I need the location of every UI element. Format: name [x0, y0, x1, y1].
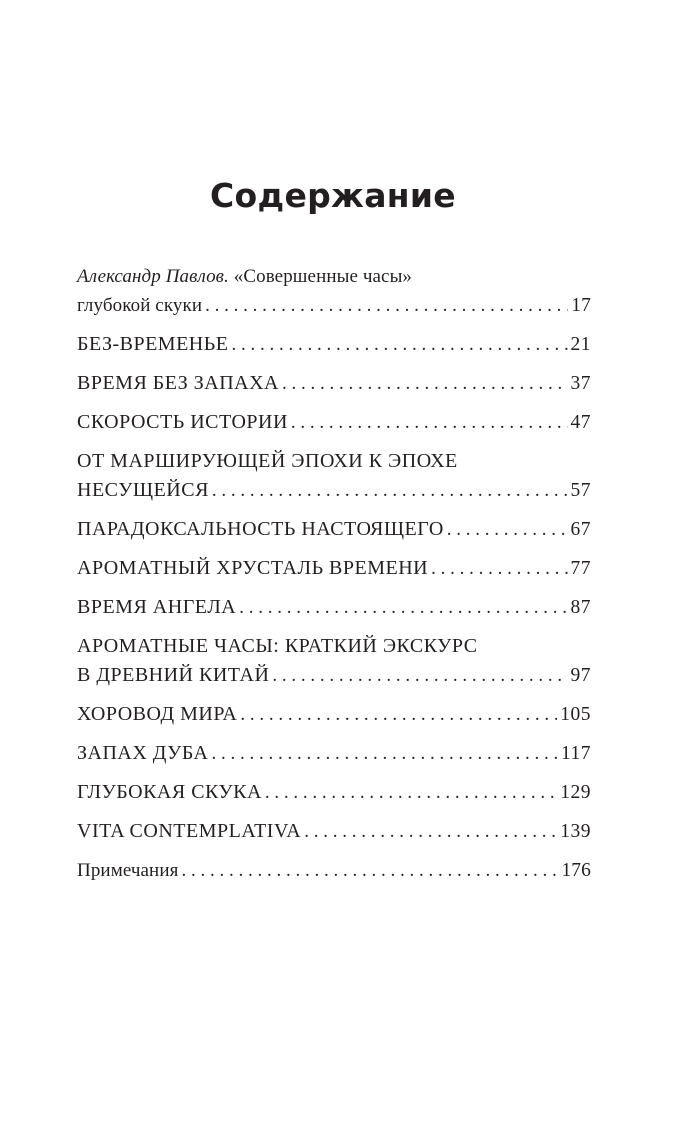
- page-number: 97: [570, 665, 591, 686]
- toc-entry-title-text: ЗАПАХ ДУБА: [77, 742, 209, 764]
- toc-entry-title-text: ПАРАДОКСАЛЬНОСТЬ НАСТОЯЩЕГО: [77, 518, 444, 540]
- toc-entry[interactable]: [77, 447, 591, 505]
- toc-entry-title: [77, 554, 428, 583]
- toc-entry-line: [77, 515, 591, 544]
- page-title: Содержание: [210, 176, 456, 215]
- page-number: 176: [561, 860, 591, 881]
- toc-entry-title: [77, 447, 458, 476]
- dot-leader: [265, 778, 557, 807]
- toc-entry[interactable]: [77, 856, 591, 885]
- toc-entry-title: [77, 369, 279, 398]
- toc-entry-author: Александр Павлов.: [77, 266, 229, 287]
- page-number: 77: [570, 558, 591, 579]
- dot-leader: [239, 593, 567, 622]
- toc-entry-line: [77, 632, 591, 661]
- page-number: 87: [570, 597, 591, 618]
- toc-entry[interactable]: [77, 778, 591, 807]
- toc-entry-title: [77, 330, 228, 359]
- page-number: 67: [570, 519, 591, 540]
- dot-leader: [231, 330, 567, 359]
- toc-entry-line: [77, 778, 591, 807]
- toc-entry-title-text: ХОРОВОД МИРА: [77, 703, 238, 725]
- dot-leader: [272, 661, 567, 690]
- toc-entry[interactable]: [77, 330, 591, 359]
- toc-entry-line: [77, 447, 591, 476]
- toc-entry[interactable]: [77, 369, 591, 398]
- page-number: 57: [570, 480, 591, 501]
- toc-entry-line: [77, 262, 591, 291]
- toc-entry-title-text: ВРЕМЯ БЕЗ ЗАПАХА: [77, 372, 280, 394]
- toc-entry-title-text: АРОМАТНЫЙ ХРУСТАЛЬ ВРЕМЕНИ: [77, 557, 429, 579]
- dot-leader: [181, 856, 558, 885]
- toc-entry-title: [77, 700, 237, 729]
- page-number: 105: [560, 704, 591, 725]
- dot-leader: [212, 476, 568, 505]
- toc-entry-line: [77, 817, 591, 846]
- page-number: 117: [560, 743, 591, 764]
- toc-entry[interactable]: [77, 554, 591, 583]
- toc-entry-title-continued: В ДРЕВНИЙ КИТАЙ: [77, 664, 270, 686]
- toc-entry-line: [77, 700, 591, 729]
- toc-entry[interactable]: [77, 817, 591, 846]
- toc-entry-line: [77, 291, 591, 320]
- toc-entry-line: [77, 739, 591, 768]
- toc-entry-title-continued: глубокой скуки: [77, 295, 203, 316]
- dot-leader: [291, 408, 568, 437]
- toc-entry[interactable]: [77, 700, 591, 729]
- toc-entry-title-text: БЕЗ-ВРЕМЕНЬЕ: [77, 333, 229, 355]
- toc-entry[interactable]: [77, 262, 591, 320]
- toc-entry-line: [77, 369, 591, 398]
- dot-leader: [240, 700, 557, 729]
- toc-entry-title-text: Примечания: [77, 860, 179, 881]
- toc-entry[interactable]: [77, 593, 591, 622]
- dot-leader: [205, 291, 568, 320]
- toc-entry-title: [77, 515, 444, 544]
- toc-entry-title: [77, 856, 178, 885]
- toc-entry-title-text: ОТ МАРШИРУЮЩЕЙ ЭПОХИ К ЭПОХЕ: [77, 450, 458, 472]
- toc-entry-title: [77, 593, 236, 622]
- toc-entry-title: [77, 778, 262, 807]
- toc-entry-title-text: ГЛУБОКАЯ СКУКА: [77, 781, 262, 803]
- page-number: 17: [571, 295, 591, 316]
- toc-entry-title: [77, 817, 301, 846]
- toc-entry-title: [77, 739, 209, 768]
- toc-entry-title-text: VITA CONTEMPLATIVA: [77, 820, 302, 842]
- toc-entry[interactable]: [77, 515, 591, 544]
- dot-leader: [431, 554, 567, 583]
- toc-entry-title: [77, 262, 412, 291]
- toc-entry-title-text: ВРЕМЯ АНГЕЛА: [77, 596, 237, 618]
- toc-entry-line: [77, 856, 591, 885]
- toc-entry-line: [77, 661, 591, 690]
- page-number: 47: [570, 412, 591, 433]
- toc-entry-line: [77, 554, 591, 583]
- page-number: 37: [570, 373, 591, 394]
- page-number: 21: [570, 334, 591, 355]
- toc-entry-title: [77, 632, 478, 661]
- toc-entry-line: [77, 330, 591, 359]
- dot-leader: [212, 739, 558, 768]
- toc-entry-title: [77, 408, 288, 437]
- toc-entry-title-text: АРОМАТНЫЕ ЧАСЫ: КРАТКИЙ ЭКСКУРС: [77, 635, 478, 657]
- table-of-contents: [77, 262, 591, 895]
- toc-entry-title-text: СКОРОСТЬ ИСТОРИИ: [77, 411, 288, 433]
- toc-entry[interactable]: [77, 408, 591, 437]
- toc-entry[interactable]: [77, 632, 591, 690]
- toc-entry-title-continued: НЕСУЩЕЙСЯ: [77, 479, 209, 501]
- toc-entry[interactable]: [77, 739, 591, 768]
- toc-entry-line: [77, 593, 591, 622]
- toc-entry-line: [77, 408, 591, 437]
- dot-leader: [447, 515, 568, 544]
- toc-entry-title-text: «Совершенные часы»: [233, 266, 413, 287]
- dot-leader: [282, 369, 567, 398]
- toc-entry-line: [77, 476, 591, 505]
- page-number: 139: [560, 821, 591, 842]
- page-number: 129: [560, 782, 591, 803]
- dot-leader: [304, 817, 557, 846]
